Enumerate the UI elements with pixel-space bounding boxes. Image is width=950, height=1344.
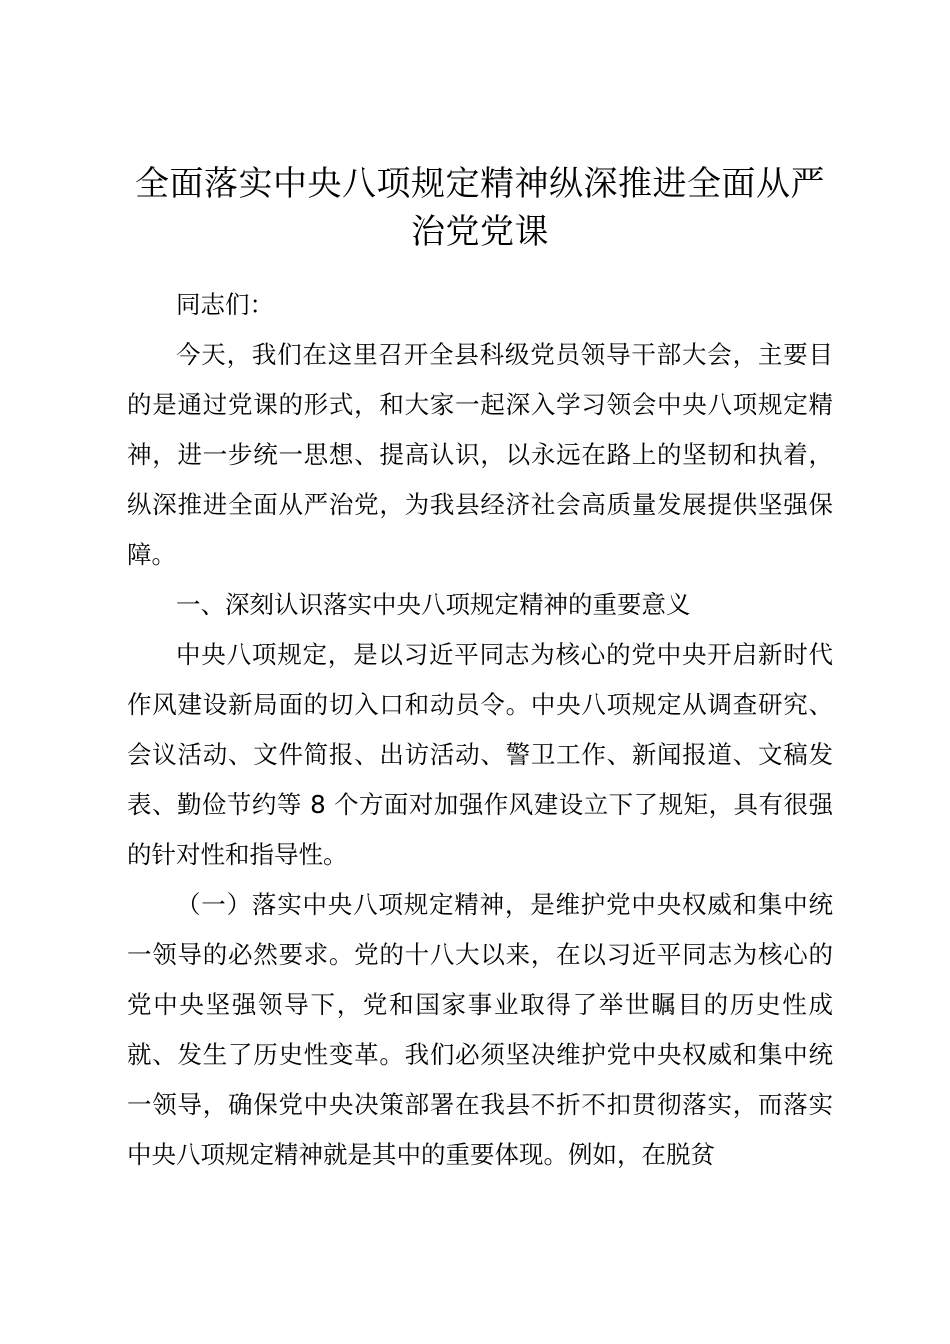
paragraph-eight-rules: 中央八项规定，是以习近平同志为核心的党中央开启新时代作风建设新局面的切入口和动员令。中央八项规定从调查研究、会议活动、文件简报、出访活动、警卫工作、新闻报道、文稿发表、勤俭节约等 8 个方面对加强作风建设立下了规矩，具有很强的针对性和指导性。	[127, 640, 833, 869]
salutation: 同志们：	[176, 290, 274, 319]
document-body	[127, 280, 833, 1180]
document-title: 全面落实中央八项规定精神纵深推进全面从严治党党课	[135, 164, 825, 252]
paragraph-subsection-1: （一）落实中央八项规定精神，是维护党中央权威和集中统一领导的必然要求。党的十八大以来，在以习近平同志为核心的党中央坚强领导下，党和国家事业取得了举世瞩目的历史性成就、发生了历史性变革。我们必须坚决维护党中央权威和集中统一领导，确保党中央决策部署在我县不折不扣贯彻落实，而落实中央八项规定精神就是其中的重要体现。例如，在脱贫	[127, 890, 833, 1169]
section-heading-1: 一、深刻认识落实中央八项规定精神的重要意义	[176, 590, 691, 619]
paragraph-intro: 今天，我们在这里召开全县科级党员领导干部大会，主要目的是通过党课的形式，和大家一起深入学习领会中央八项规定精神，进一步统一思想、提高认识，以永远在路上的坚韧和执着，纵深推进全面从严治党，为我县经济社会高质量发展提供坚强保障。	[127, 340, 833, 569]
